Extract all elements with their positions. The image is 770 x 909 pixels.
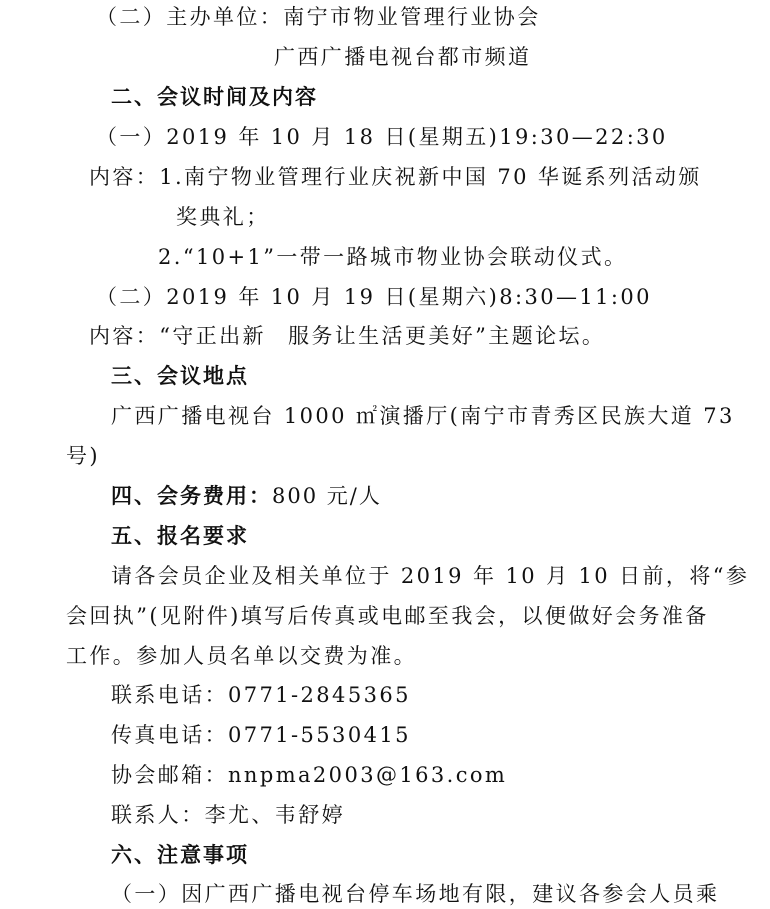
- contact-fax: 传真电话：0771-5530415: [111, 723, 411, 747]
- session-1-time: （一）2019 年 10 月 18 日(星期五)19:30—22:30: [96, 125, 668, 149]
- section-4-heading: [111, 481, 382, 511]
- organizer-name-2: 广西广播电视台都市频道: [274, 45, 532, 69]
- organizer-line-1: [96, 2, 541, 32]
- contact-phone: 联系电话：0771-2845365: [111, 683, 411, 707]
- session-1-content-line-1: [89, 162, 702, 192]
- registration-paragraph-line-3: 工作。参加人员名单以交费为准。: [66, 644, 417, 668]
- venue-line-2: 号): [66, 444, 100, 468]
- venue-line-1: 广西广播电视台 1000 ㎡演播厅(南宁市青秀区民族大道 73: [111, 404, 735, 428]
- section-6-heading: 六、注意事项: [111, 843, 249, 867]
- section-3-heading: 三、会议地点: [111, 364, 249, 388]
- organizer-name-1: 南宁市物业管理行业协会: [283, 5, 541, 29]
- contact-persons: 联系人：李尤、韦舒婷: [111, 803, 345, 827]
- fee-label: 四、会务费用：: [111, 484, 272, 508]
- content-label: 内容：: [89, 165, 160, 189]
- registration-paragraph-line-1: 请各会员企业及相关单位于 2019 年 10 月 10 日前，将“参: [111, 564, 750, 588]
- content-item-1: 1.南宁物业管理行业庆祝新中国 70 华诞系列活动颁: [159, 165, 702, 189]
- session-2-time: （二）2019 年 10 月 19 日(星期六)8:30—11:00: [96, 285, 652, 309]
- section-2-heading: 二、会议时间及内容: [111, 85, 318, 109]
- registration-paragraph-line-2: 会回执”(见附件)填写后传真或电邮至我会，以便做好会务准备: [66, 604, 709, 628]
- section-5-heading: 五、报名要求: [111, 524, 249, 548]
- session-1-content-item-2: 2.“10+1”一带一路城市物业协会联动仪式。: [158, 245, 628, 269]
- forum-title-part-1: “守正出新: [159, 324, 266, 348]
- organizer-label: （二）主办单位：: [96, 5, 284, 29]
- content-label: 内容：: [89, 324, 160, 348]
- session-1-content-line-2: 奖典礼；: [176, 205, 270, 229]
- forum-title-part-2: 服务让生活更美好”主题论坛。: [287, 324, 606, 348]
- session-2-content: [89, 321, 605, 351]
- contact-email: 协会邮箱：nnpma2003@163.com: [111, 763, 508, 787]
- notice-item-1: （一）因广西广播电视台停车场地有限，建议各参会人员乘: [111, 882, 720, 906]
- fee-value: 800 元/人: [272, 484, 382, 508]
